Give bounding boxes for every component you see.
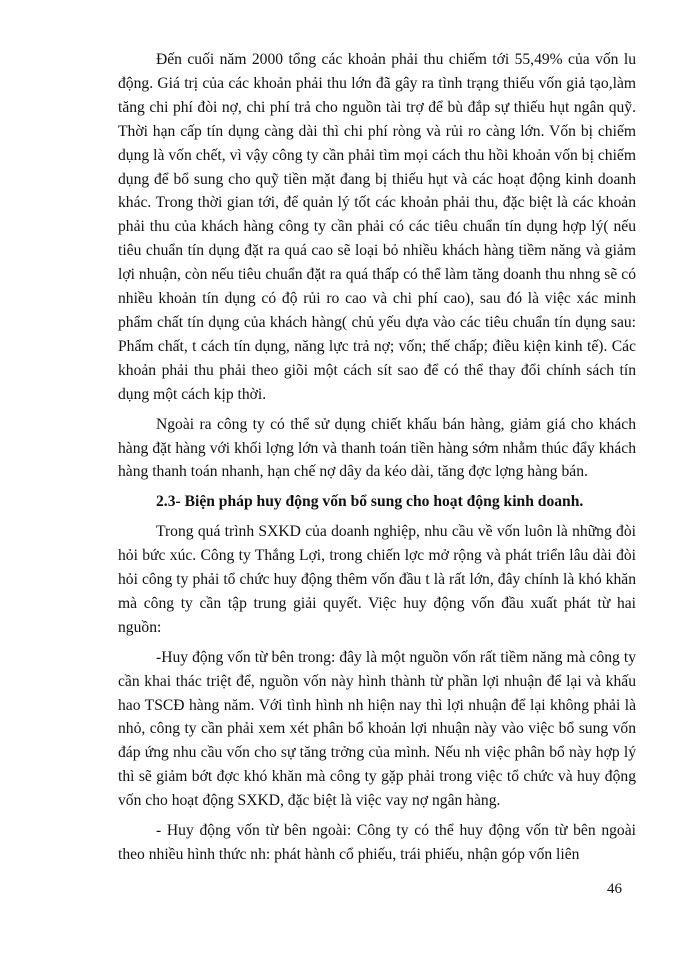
paragraph-internal-funding: -Huy động vốn từ bên trong: đây là một nguồn vốn rất tiềm năng mà công ty cần khai thác triệt để, nguồn vốn này hình thành từ phần lợi nhuận để lại và khấu hao TSCĐ hàng năm. Với tình hình nh hiện nay thì lợi nhuận để lại không phải là nhỏ, công ty cần phải xem xét phân bổ khoản lợi nhuận này vào việc bổ sung vốn đáp ứng nhu cầu vốn cho sự tăng trởng của mình. Nếu nh việc phân bổ này hợp lý thì sẽ giảm bớt đợc khó khăn mà công ty gặp phải trong việc tổ chức và huy động vốn cho hoạt động SXKD, đặc biệt là việc vay nợ ngân hàng. bbox=[118, 648, 636, 810]
paragraph-discounts: Ngoài ra công ty có thể sử dụng chiết khấu bán hàng, giảm giá cho khách hàng đặt hàng với khối lợng lớn và thanh toán tiền hàng sớm nhằm thúc đẩy khách hàng thanh toán nhanh, hạn chế nợ dây da kéo dài, tăng đợc lợng hàng bán. bbox=[118, 415, 636, 481]
page-body bbox=[118, 48, 636, 873]
page-number: 46 bbox=[607, 881, 622, 897]
section-heading: 2.3- Biện pháp huy động vốn bổ sung cho hoạt động kinh doanh. bbox=[156, 493, 584, 511]
paragraph-capital-needs: Trong quá trình SXKD của doanh nghiệp, nhu cầu về vốn luôn là những đòi hỏi bức xúc. Công ty Thắng Lợi, trong chiến lợc mở rộng và phát triển lâu dài đòi hỏi công ty phải tổ chức huy động thêm vốn đầu t là rất lớn, đây chính là khó khăn mà công ty cần tập trung giải quyết. Việc huy động vốn đầu xuất phát từ hai nguồn: bbox=[118, 523, 636, 636]
paragraph-receivables: Đến cuối năm 2000 tổng các khoản phải thu chiếm tới 55,49% của vốn lu động. Giá trị của các khoản phải thu lớn đã gây ra tình trạng thiếu vốn giả tạo,làm tăng chi phí đòi nợ, chi phí trả cho nguồn tài trợ để bù đắp sự thiếu hụt ngân quỹ. Thời hạn cấp tín dụng càng dài thì chi phí ròng và rủi ro càng lớn. Vốn bị chiếm dụng là vốn chết, vì vậy công ty cần phải tìm mọi cách thu hồi khoản vốn bị chiếm dụng để bổ sung cho quỹ tiền mặt đang bị thiếu hụt và các hoạt động kinh doanh khác. Trong thời gian tới, để quản lý tốt các khoản phải thu, đặc biệt là các khoản phải thu của khách hàng công ty cần phải có các tiêu chuẩn tín dụng hợp lý( nếu tiêu chuẩn tín dụng đặt ra quá cao sẽ loại bỏ nhiều khách hàng tiềm năng và giảm lợi nhuận, còn nếu tiêu chuẩn đặt ra quá thấp có thể làm tăng doanh thu nhng sẽ có nhiều khoản tín dụng có độ rủi ro cao và chi phí cao), sau đó là việc xác minh phẩm chất tín dụng của khách hàng( chủ yếu dựa vào các tiêu chuẩn tín dụng sau: Phẩm chất, t cách tín dụng, năng lực trả nợ; vốn; thế chấp; điều kiện kinh tế). Các khoản phải thu phải theo giõi một cách sít sao để có thể thay đổi chính sách tín dụng một cách kịp thời. bbox=[118, 51, 636, 403]
paragraph-external-funding: - Huy động vốn từ bên ngoài: Công ty có thể huy động vốn từ bên ngoài theo nhiều hình thức nh: phát hành cổ phiếu, trái phiếu, nhận góp vốn liên bbox=[118, 822, 636, 863]
